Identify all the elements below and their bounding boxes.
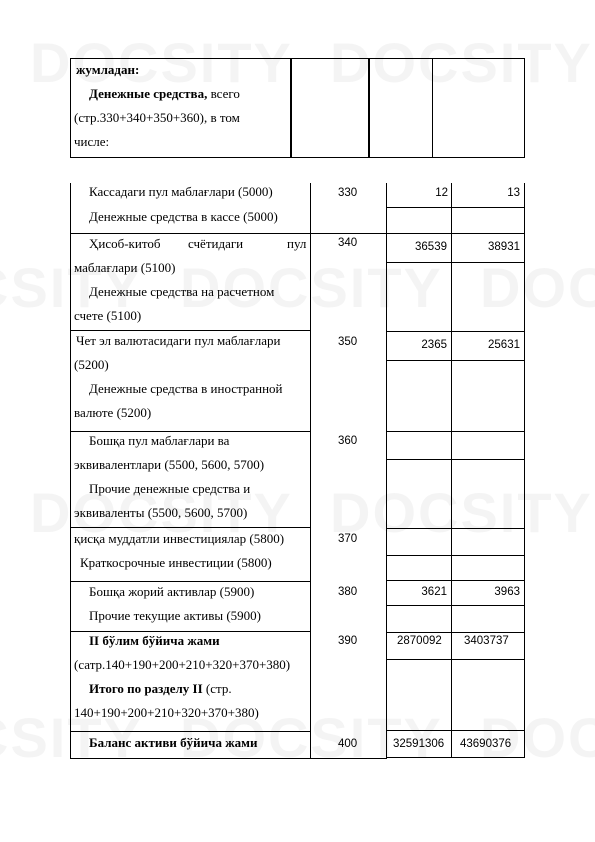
row-value-2: 13 [507,187,520,199]
row-label-uz: пул [287,236,307,251]
top-line-2: (стр.330+340+350+360), в том [74,110,240,125]
row-value-1: 2365 [421,339,447,351]
row-label-uz: Баланс активи бўйича жами [89,735,258,750]
row-label-ru: Денежные средства на расчетном [89,284,275,299]
row-value-1: 12 [435,187,448,199]
row-label-uz: маблағлари (5100) [74,260,176,275]
row-code: 350 [338,336,358,348]
row-label-ru: валюте (5200) [74,405,152,420]
row-label-uz: II бўлим бўйича жами [89,633,220,648]
row-label-ru-bold: Итого по разделу II [89,681,203,696]
row-code: 340 [338,237,358,249]
row-label-ru: Денежные средства в кассе (5000) [89,209,278,224]
row-value-1: 36539 [415,241,447,253]
row-label-ru-rest: (стр. [202,681,232,696]
row-label-uz: Кассадаги пул маблағлари (5000) [89,184,273,199]
row-value-1: 2870092 [397,635,442,647]
row-label-uz: Чет эл валютасидаги пул маблағлари [76,333,281,348]
row-value-1: 32591306 [393,738,445,750]
row-label-uz: Бошқа пул маблағлари ва [89,433,230,448]
row-label-ru: Денежные средства в иностранной [89,381,283,396]
row-label-ru: Краткосрочные инвестиции (5800) [80,555,272,570]
row-code: 380 [338,586,358,598]
watermark [330,480,593,545]
top-line-3: числе: [74,134,110,149]
watermark [480,255,595,320]
row-label-ru: Прочие текущие активы (5900) [89,608,261,623]
row-code: 370 [338,533,358,545]
row-value-2: 3403737 [464,635,509,647]
top-line-1 [89,86,240,102]
row-code: 330 [338,187,358,199]
row-label-ru: счете (5100) [74,308,142,323]
row-label-ru: Прочие денежные средства и [89,481,251,496]
heading: жумладан: [76,62,140,77]
row-label-ru [89,681,232,697]
row-value-2: 25631 [488,339,520,351]
row-label-uz: қисқа муддатли инвестициялар (5800) [74,531,285,546]
row-value-1: 3621 [421,586,447,598]
row-label-uz: (сатр.140+190+200+210+320+370+380) [74,657,291,672]
row-code: 400 [338,738,358,750]
row-label-ru: эквиваленты (5500, 5600, 5700) [74,505,248,520]
row-code: 360 [338,435,358,447]
row-label-uz: счётидаги [188,236,244,251]
row-value-2: 38931 [488,241,520,253]
top-bold: Денежные средства, [89,86,208,101]
row-value-2: 3963 [494,586,520,598]
row-label-uz: Бошқа жорий активлар (5900) [89,584,255,599]
row-label-uz: (5200) [74,357,109,372]
row-label-uz: эквивалентлари (5500, 5600, 5700) [74,457,265,472]
row-value-2: 43690376 [460,738,512,750]
row-label-uz: Ҳисоб-китоб [89,236,161,251]
row-label-ru: 140+190+200+210+320+370+380) [74,705,259,720]
top-rest: всего [207,86,240,101]
row-code: 390 [338,635,358,647]
